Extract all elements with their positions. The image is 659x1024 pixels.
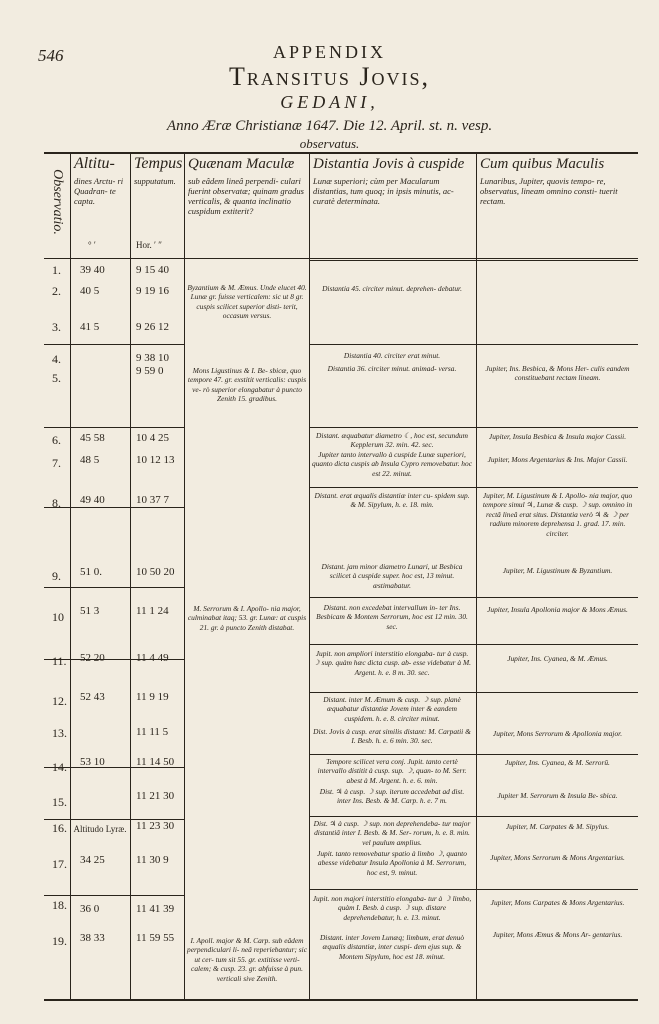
distance-note: Distant. æquabatur diametro ☾, hoc est, secundum Kepplerum 32. min. 42. sec. bbox=[316, 431, 468, 450]
time-value: 11 9 19 bbox=[136, 691, 169, 703]
time-value: 9 59 0 bbox=[136, 365, 164, 377]
alt-units: ° ′ bbox=[88, 240, 96, 250]
page-title: Transitus Jovis, bbox=[228, 62, 431, 91]
row-rule bbox=[309, 816, 638, 817]
alignment-note: Jupiter, Insula Besbica & Insula major Cassii. bbox=[488, 432, 627, 441]
distance-note: Dist. ♃ à cusp. ☽ sup. non deprehendeba- tur major distantiâ inter I. Besb. & M. Ser- rorum, h. e. 8. min. vel paulum amplius. bbox=[313, 819, 471, 847]
distance-note: Jupiter tanto intervallo à cuspide Lunæ superiori, quanto dicta cuspis ab Insula Cypro removebatur. hoc est 22. minut. bbox=[312, 450, 472, 478]
alignment-note: Jupiter, Ins. Cyanea, & M. Æmus. bbox=[507, 654, 608, 663]
obs-number: 16. bbox=[52, 821, 67, 835]
time-value: 11 59 55 bbox=[136, 932, 175, 944]
distance-note: Distant. inter Jovem Lunæq; limbum, erat denuò æqualis distantiæ, inter cuspi- dem ejus sup. & Montem Sipylum, hoc est 18. minut. bbox=[319, 933, 465, 961]
time-value: 11 30 9 bbox=[136, 854, 169, 866]
obs-number: 8. bbox=[52, 496, 61, 510]
obs-number: 15. bbox=[52, 795, 67, 809]
row-rule bbox=[44, 895, 184, 896]
altitude-value: 34 25 bbox=[80, 854, 105, 866]
distance-note: Distant. inter M. Æmum & cusp. ☽ sup. planè æquabatur distantiæ Jovem inter & eandem cuspidem. h. e. 8. circiter minut. bbox=[323, 695, 461, 723]
time-value: 9 15 40 bbox=[136, 264, 169, 276]
time-value: 10 37 7 bbox=[136, 494, 169, 506]
col-rule bbox=[476, 154, 477, 999]
obs-number: 19. bbox=[52, 934, 67, 948]
page-number: 546 bbox=[38, 46, 64, 65]
obs-number: 10 bbox=[52, 610, 64, 624]
distance-note: Jupit. non majori interstitio elongaba- tur à ☽ limbo, quàm I. Besb. à cusp. ☽ sup. distare deprehendebatur, h. e. 13. minut. bbox=[312, 894, 472, 922]
time-value: 10 12 13 bbox=[136, 454, 175, 466]
row-rule bbox=[44, 587, 184, 588]
obs-number: 4. bbox=[52, 352, 61, 366]
altitude-value: 51 0. bbox=[80, 566, 102, 578]
distance-note: Jupit. non ampliori interstitio elongaba- tur à cusp. ☽ sup. quàm hæc dicta cusp. ab- esse videbatur à M. Argent. h. e. 8 m. 30. sec. bbox=[313, 649, 471, 677]
header-rule bbox=[44, 258, 638, 259]
row-rule bbox=[44, 344, 184, 345]
altitude-value: 53 10 bbox=[80, 756, 105, 768]
time-value: 11 21 30 bbox=[136, 790, 175, 802]
distance-note: Tempore scilicet vera conj. Jupit. tanto certè intervallo distitit à cusp. sup. ☽, quan- to M. Serr. abest à M. Argent. h. e. 6. min. bbox=[317, 757, 467, 785]
row-rule bbox=[309, 692, 638, 693]
row-rule bbox=[44, 507, 184, 508]
altitude-value: 49 40 bbox=[80, 494, 105, 506]
distance-note: Distantia 40. circiter erat minut. bbox=[343, 351, 441, 360]
time-value: 11 14 50 bbox=[136, 756, 175, 768]
dist-header: Distantia Jovis à cuspide bbox=[313, 156, 465, 172]
time-value: 10 50 20 bbox=[136, 566, 175, 578]
cum-subheader: Lunaribus, Jupiter, quovis tempo- re, observatus, lineam omnino consti- tuerit rectam. bbox=[480, 176, 618, 206]
row-rule bbox=[309, 344, 638, 345]
distance-note: Distant. erat æqualis distantiæ inter cu- spidem sup. & M. Sipylum, h. e. 18. min. bbox=[314, 491, 470, 510]
alignment-note: Jupiter, Mons Æmus & Mons Ar- gentarius. bbox=[492, 930, 623, 939]
altitude-value: 41 5 bbox=[80, 321, 100, 333]
distance-note: Distantia 45. circiter minut. deprehen- debatur. bbox=[322, 284, 462, 293]
time-value: 11 1 24 bbox=[136, 605, 169, 617]
macula-note: M. Serrorum & I. Apollo- nia major, culminabat itaq; 53. gr. Lunæ: at cuspis 21. gr. à puncto Zenith distabat. bbox=[187, 604, 307, 632]
altitude-value: 52 43 bbox=[80, 691, 105, 703]
distance-note: Jupit. tanto removebatur spatio à limbo ☽, quanto abesse videbatur Insula Apollonia à M. Serrorum, hoc est, 9. minut. bbox=[317, 849, 467, 877]
macula-note: I. Apoll. major & M. Carp. sub eâdem perpendiculari li- neâ reperiebantur; sic ut cer- tum sit 55. gr. extitisse verti- calem; & cusp. 23. gr. abfuisse à pun. verticali sive Zenith. bbox=[187, 936, 308, 983]
distance-note: Dist. ♃ à cusp. ☽ sup. iterum accedebat ad dist. inter Ins. Besb. & M. Carp. h. e. 7 m. bbox=[319, 787, 465, 806]
alignment-note: Jupiter, M. Ligustinum & Byzantium. bbox=[502, 566, 613, 575]
alignment-note: Jupiter, Mons Serrorum & Mons Argentarius. bbox=[490, 853, 625, 862]
row-rule bbox=[309, 260, 638, 261]
macula-note: Mons Ligustinus & I. Be- sbicæ, quo tempore 47. gr. exstitit verticalis: cuspis ve- rò superior elongabatur à puncto Zenith 15. gradibus. bbox=[187, 366, 307, 404]
col-rule bbox=[184, 154, 185, 999]
alignment-note: Jupiter, Mons Serrorum & Apollonia major. bbox=[492, 729, 623, 738]
appendix-heading: APPENDIX bbox=[272, 42, 386, 62]
altitude-value: 51 3 bbox=[80, 605, 100, 617]
row-rule bbox=[309, 754, 638, 755]
alignment-note: Jupiter, M. Carpates & M. Sipylus. bbox=[505, 822, 610, 831]
alignment-note: Jupiter, Insula Apollonia major & Mons Æmus. bbox=[487, 605, 628, 614]
obs-number: 5. bbox=[52, 371, 61, 385]
time-value: 11 23 30 bbox=[136, 820, 175, 832]
distance-note: Distant. non excedebat intervallum in- ter Ins. Besbicam & Montem Serrorum, hoc est 12 min. 30. sec. bbox=[316, 603, 468, 631]
cum-header: Cum quibus Maculis bbox=[480, 156, 605, 172]
row-rule bbox=[309, 597, 638, 598]
macula-header: Quænam Maculæ bbox=[188, 156, 295, 172]
obs-number: 11. bbox=[52, 654, 67, 668]
altitude-value: 39 40 bbox=[80, 264, 105, 276]
distance-note: Distant. jam minor diametro Lunari, ut Besbica scilicet à cuspide super. hoc est, 13 minut. æstimabatur. bbox=[321, 562, 463, 590]
time-value: 10 4 25 bbox=[136, 432, 169, 444]
row-rule bbox=[309, 487, 638, 488]
obs-number: 6. bbox=[52, 433, 61, 447]
time-value: 11 11 5 bbox=[136, 726, 169, 738]
dist-subheader: Lunæ superiori; cùm per Macularum distantias, tum quoq; in ipsis minutis, ac- curatè determinata. bbox=[313, 176, 454, 206]
obs-number: 2. bbox=[52, 284, 61, 298]
col-rule bbox=[309, 154, 310, 999]
observed-line: observatus. bbox=[299, 136, 360, 151]
altitude-value: 48 5 bbox=[80, 454, 100, 466]
date-line: Anno Æræ Christianæ 1647. Die 12. April. st. n. vesp. bbox=[166, 118, 493, 134]
col-rule bbox=[130, 154, 131, 999]
altitude-value: 36 0 bbox=[80, 903, 100, 915]
observation-table bbox=[44, 152, 638, 1001]
alt-subheader: dines Arctu- ri Quadran- te capta. bbox=[74, 176, 124, 206]
obs-number: 14. bbox=[52, 760, 67, 774]
lyra-note: Altitudo Lyræ. bbox=[73, 824, 127, 834]
time-value: 11 41 39 bbox=[136, 903, 175, 915]
altitude-value: 40 5 bbox=[80, 285, 100, 297]
time-subheader: supputatum. bbox=[134, 176, 176, 186]
distance-note: Dist. Jovis à cusp. erat similis distant: M. Carpatii & I. Besb. h. e. 6 min. 30. sec. bbox=[313, 727, 471, 746]
alignment-note: Jupiter, Mons Argentarius & Ins. Major Cassii. bbox=[487, 455, 628, 464]
macula-subheader: sub eâdem lineâ perpendi- culari fuerint observatæ; quinam gradus verticalis, & quanta inclinatio cuspidum extiterit? bbox=[188, 176, 304, 216]
alignment-note: Jupiter, Ins. Cyanea, & M. Serrorū. bbox=[505, 758, 610, 767]
time-units: Hor. ′ ″ bbox=[136, 240, 162, 250]
obs-number: 3. bbox=[52, 320, 61, 334]
obs-number: 18. bbox=[52, 898, 67, 912]
altitude-value: 38 33 bbox=[80, 932, 105, 944]
altitude-value: 52 20 bbox=[80, 652, 105, 664]
row-rule bbox=[309, 427, 638, 428]
row-rule bbox=[309, 644, 638, 645]
time-value: 9 19 16 bbox=[136, 285, 169, 297]
obs-number: 12. bbox=[52, 694, 67, 708]
macula-note: Byzantium & M. Æmus. Unde elucet 40. Lunæ gr. fuisse verticalem: sic ut 8 gr. cuspis scilicet superior disti- terit, occasum versus. bbox=[187, 283, 307, 321]
time-header: Tempus bbox=[134, 155, 183, 172]
obs-header: Observatio. bbox=[50, 169, 65, 235]
alignment-note: Jupiter, Mons Carpates & Mons Argentarius. bbox=[490, 898, 625, 907]
time-value: 9 26 12 bbox=[136, 321, 169, 333]
time-value: 11 4 49 bbox=[136, 652, 169, 664]
time-value: 9 38 10 bbox=[136, 352, 169, 364]
obs-number: 7. bbox=[52, 456, 61, 470]
obs-number: 13. bbox=[52, 726, 67, 740]
obs-number: 17. bbox=[52, 857, 67, 871]
alignment-note: Jupiter, Ins. Besbica, & Mons Her- culis eandem constituebant rectam lineam. bbox=[485, 364, 630, 383]
alt-header: Altitu- bbox=[74, 155, 115, 172]
row-rule bbox=[44, 427, 184, 428]
obs-number: 1. bbox=[52, 263, 61, 277]
altitude-value: 45 58 bbox=[80, 432, 105, 444]
row-rule bbox=[309, 889, 638, 890]
place-heading: GEDANI, bbox=[280, 92, 379, 112]
alignment-note: Jupiter M. Serrorum & Insula Be- sbica. bbox=[497, 791, 618, 800]
alignment-note: Jupiter, M. Ligustinum & I. Apollo- nia major, quo tempore simul ♃, Lunæ & cusp. ☽ sup. omnino in rectâ lineâ erat situs. Distantia verò ♃ & ☽ per radium minorem deprehensa 1. grad. 17. min. circiter. bbox=[482, 491, 633, 538]
obs-number: 9. bbox=[52, 569, 61, 583]
distance-note: Distantia 36. circiter minut. animad- versa. bbox=[327, 364, 457, 373]
col-rule bbox=[70, 154, 71, 999]
